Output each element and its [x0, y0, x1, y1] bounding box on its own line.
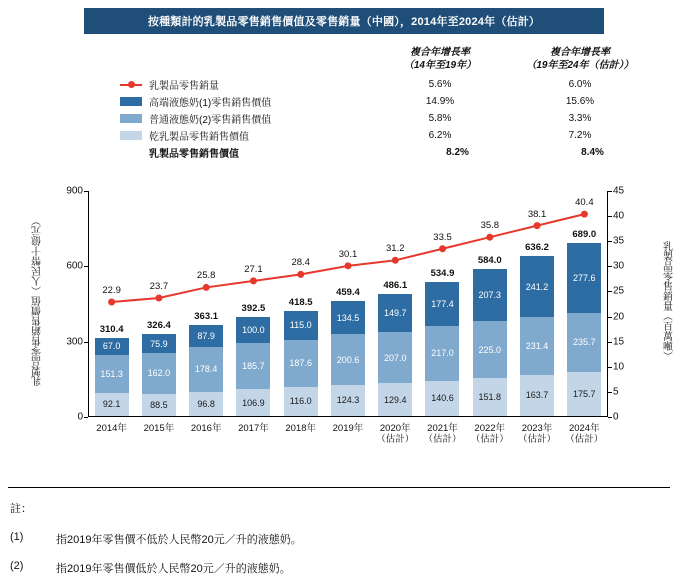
legend-cagr2-total: 8.4% — [581, 147, 604, 158]
y2-tick-mark — [608, 216, 612, 217]
legend-cagr2-dry: 7.2% — [568, 130, 592, 141]
y2-tick-label: 45 — [613, 185, 625, 197]
bar-total-label: 392.5 — [241, 303, 266, 315]
bar-segment: 207.3 — [473, 269, 507, 321]
bar-column[interactable] — [236, 191, 270, 416]
note-item-2 — [10, 560, 656, 576]
x-axis — [88, 416, 608, 417]
bar-segment: 277.6 — [567, 243, 601, 313]
bar-column[interactable] — [567, 191, 601, 416]
plot-region — [66, 185, 625, 423]
x-tick-label: 2019年 — [332, 423, 364, 434]
x-tick-label: 2023年 （估計） — [518, 423, 557, 445]
y2-tick-label: 40 — [613, 210, 625, 222]
bar-total-label: 636.2 — [525, 242, 549, 254]
legend-row-total — [120, 144, 660, 161]
volume-point-label: 40.4 — [575, 197, 594, 209]
note-2-text: 指2019年零售價低於人民幣20元／升的液態奶。 — [56, 563, 291, 575]
bar-segment: 140.6 — [425, 381, 459, 416]
note-2-number: (2) — [10, 560, 24, 572]
legend-row-volume — [120, 76, 660, 93]
bar-total-label: 418.5 — [288, 296, 313, 308]
legend-label-total: 乳製品零售銷售價值 — [149, 149, 239, 160]
y2-tick-label: 20 — [613, 311, 625, 323]
bar-segment: 225.0 — [473, 321, 507, 378]
legend-cagr1-regular: 5.8% — [428, 113, 452, 124]
bar-segment: 124.3 — [331, 385, 365, 416]
y2-tick-mark — [608, 291, 612, 292]
bar-column[interactable] — [425, 191, 459, 416]
y2-axis-title: 乳製品零售銷量（百萬噸） — [660, 241, 672, 361]
legend-row-premium — [120, 93, 660, 110]
bar-segment: 88.5 — [142, 394, 176, 416]
x-tick-label: 2014年 — [96, 423, 127, 434]
bar-total-label: 363.1 — [194, 310, 219, 322]
bar-segment: 129.4 — [378, 383, 412, 415]
y2-tick-mark — [608, 392, 612, 393]
x-tick-label: 2022年 （估計） — [470, 423, 509, 445]
y2-tick-label: 10 — [613, 361, 625, 373]
y2-tick-label: 0 — [613, 411, 619, 423]
volume-point-label: 25.8 — [196, 270, 216, 282]
legend-row-regular — [120, 110, 660, 127]
bar-segment: 116.0 — [284, 387, 318, 416]
bar-total-label: 486.1 — [383, 279, 408, 291]
y-axis-title: 乳製品零售銷售價值（人民幣十億元） — [32, 216, 44, 386]
bar-column[interactable] — [142, 191, 176, 416]
x-tick-label: 2016年 — [190, 423, 222, 434]
bar-segment: 115.0 — [284, 311, 318, 340]
bar-total-label: 534.9 — [430, 267, 455, 279]
bar-column[interactable] — [189, 191, 223, 416]
note-item-1 — [10, 531, 656, 547]
bar-column[interactable] — [95, 191, 129, 416]
y2-tick-mark — [608, 367, 612, 368]
x-tick-label: 2015年 — [143, 423, 175, 434]
bar-segment: 106.9 — [236, 389, 270, 416]
page-title: 按種類計的乳製品零售銷售價值及零售銷量（中國），2014年至2024年（估計） — [147, 16, 541, 28]
note-1-number: (1) — [10, 531, 24, 543]
x-tick-label: 2017年 — [238, 423, 269, 434]
y-tick-label: 600 — [66, 260, 83, 272]
y-tick-label: 0 — [77, 411, 83, 423]
bar-segment: 207.0 — [378, 332, 412, 384]
legend-cagr2-regular: 3.3% — [568, 113, 592, 124]
bar-segment: 231.4 — [520, 317, 554, 375]
x-tick-label: 2020年 （估計） — [376, 423, 415, 445]
bar-segment: 163.7 — [520, 375, 554, 416]
volume-point-label: 31.2 — [386, 243, 405, 255]
divider — [8, 487, 670, 488]
volume-point-label: 35.8 — [480, 220, 500, 232]
bar-total-label: 689.0 — [572, 229, 597, 240]
bar-total-label: 459.4 — [336, 286, 360, 298]
swatch-icon-regular — [120, 114, 142, 123]
bar-segment: 217.0 — [425, 326, 459, 380]
bar-segment: 162.0 — [142, 353, 176, 394]
y2-tick-mark — [608, 266, 612, 267]
bar-segment: 67.0 — [95, 338, 129, 355]
y2-tick-label: 25 — [613, 285, 625, 297]
bar-column[interactable] — [284, 191, 318, 416]
y2-tick-mark — [608, 317, 612, 318]
chart-area — [0, 185, 678, 450]
line-marker-icon — [120, 80, 142, 89]
volume-point-label: 22.9 — [102, 284, 121, 296]
x-tick-label: 2018年 — [285, 423, 316, 434]
x-tick-label: 2024年 （估計） — [565, 423, 604, 445]
bar-segment: 149.7 — [378, 294, 412, 332]
y-tick-label: 300 — [66, 336, 83, 348]
bar-segment: 100.0 — [236, 317, 270, 342]
legend-cagr1-premium: 14.9% — [425, 96, 455, 107]
y2-tick-label: 5 — [613, 386, 619, 398]
chart-title-bar — [84, 8, 604, 34]
bar-column[interactable] — [331, 191, 365, 416]
bar-column[interactable] — [520, 191, 554, 416]
y2-tick-mark — [608, 417, 612, 418]
x-axis-labels — [88, 423, 608, 445]
y2-tick-label: 30 — [613, 260, 625, 272]
legend-cagr2-premium: 15.6% — [565, 96, 595, 107]
bar-segment: 178.4 — [189, 347, 223, 392]
legend-label-premium: 高端液態奶(1)零售銷售價值 — [149, 98, 272, 109]
y2-tick-label: 15 — [613, 336, 625, 348]
bar-segment: 151.3 — [95, 355, 129, 393]
bar-segment: 175.7 — [567, 372, 601, 416]
swatch-icon-dry — [120, 131, 142, 140]
volume-point-label: 28.4 — [291, 257, 310, 269]
bar-segment: 185.7 — [236, 343, 270, 390]
volume-point-label: 33.5 — [433, 231, 452, 243]
bar-total-label: 310.4 — [99, 324, 124, 336]
y-tick-label: 900 — [66, 185, 83, 197]
y-tick-mark — [84, 417, 88, 418]
bar-segment: 75.9 — [142, 334, 176, 353]
volume-point-label: 27.1 — [244, 263, 263, 275]
bar-segment: 187.6 — [284, 340, 318, 387]
volume-point-label: 23.7 — [149, 280, 169, 292]
swatch-icon-premium — [120, 97, 142, 106]
legend-col-header-1: 複合年增長率 （14年至19年） — [403, 47, 477, 71]
bar-segment: 241.2 — [520, 256, 554, 317]
y2-tick-mark — [608, 342, 612, 343]
legend-row-dry — [120, 127, 660, 144]
bar-segment: 235.7 — [567, 313, 601, 372]
bar-group — [88, 191, 608, 416]
bar-segment: 177.4 — [425, 282, 459, 327]
bar-column[interactable] — [378, 191, 412, 416]
notes-heading: 註： — [10, 503, 32, 515]
legend-cagr2-volume: 6.0% — [568, 79, 592, 90]
legend-label-dry: 乾乳製品零售銷售價值 — [149, 132, 249, 143]
legend-cagr1-volume: 5.6% — [428, 79, 452, 90]
x-tick-label: 2021年 （估計） — [423, 423, 462, 445]
y2-tick-mark — [608, 241, 612, 242]
legend-label-regular: 普通液態奶(2)零售銷售價值 — [149, 115, 272, 126]
bar-segment: 200.6 — [331, 334, 365, 384]
bar-segment: 134.5 — [331, 301, 365, 335]
legend-cagr1-dry: 6.2% — [428, 130, 452, 141]
bar-total-label: 584.0 — [477, 255, 502, 267]
legend-col-header-2: 複合年增長率 （19年至24年（估計）） — [526, 47, 634, 71]
bar-segment: 92.1 — [95, 393, 129, 416]
volume-point-label: 30.1 — [338, 248, 358, 260]
volume-point-label: 38.1 — [527, 208, 547, 220]
legend-cagr1-total: 8.2% — [446, 147, 469, 158]
y2-tick-mark — [608, 191, 612, 192]
bar-total-label: 326.4 — [147, 320, 171, 332]
y2-tick-label: 35 — [613, 235, 625, 247]
legend-header-row — [120, 46, 660, 72]
bar-segment: 151.8 — [473, 378, 507, 416]
legend-label-volume: 乳製品零售銷量 — [149, 81, 219, 92]
note-1-text: 指2019年零售價不低於人民幣20元／升的液態奶。 — [56, 534, 302, 546]
legend — [120, 46, 660, 161]
bar-segment: 87.9 — [189, 325, 223, 347]
bar-segment: 96.8 — [189, 392, 223, 416]
